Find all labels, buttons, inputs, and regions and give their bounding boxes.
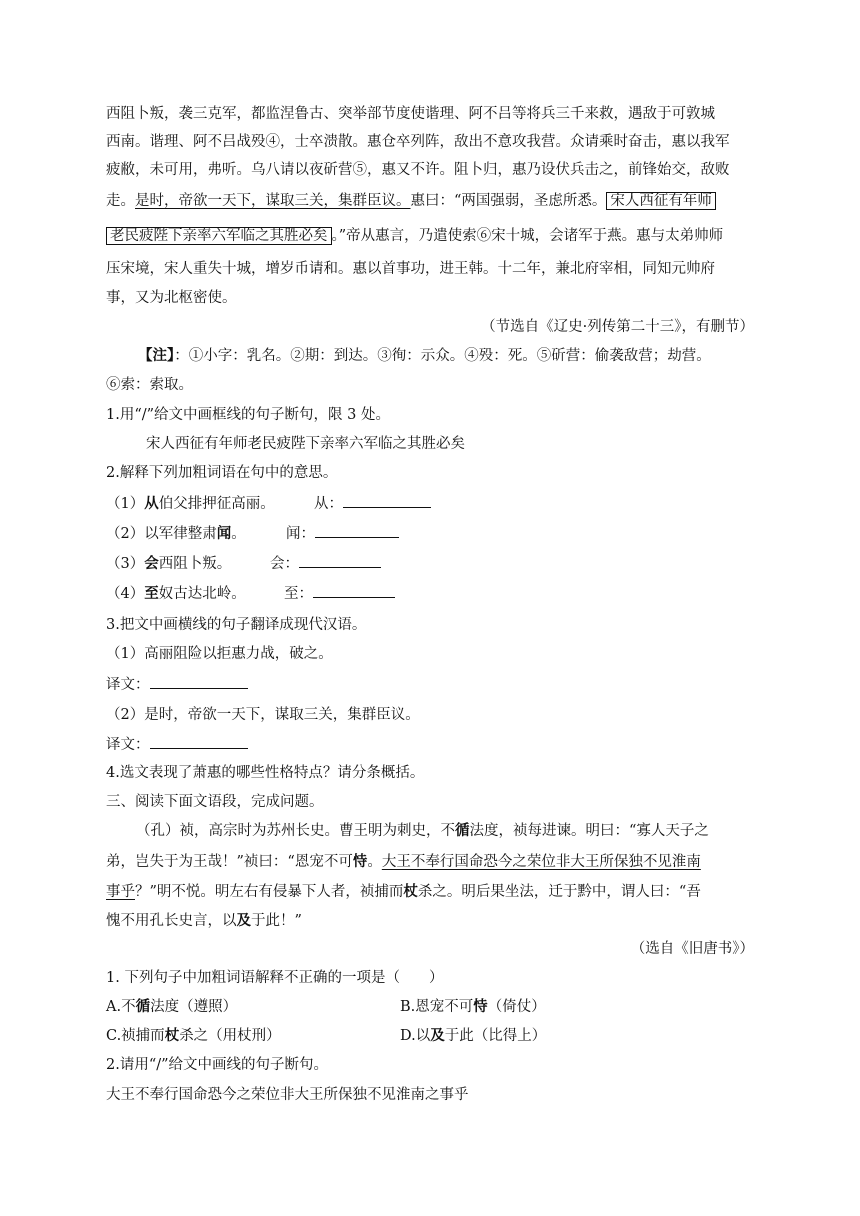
q3-translation-1-blank[interactable]	[150, 674, 248, 689]
passage1-line-3: 疲敝，未可用，弗听。乌八请以夜斫营⑤，惠又不许。阻卜归，惠乃设伏兵击之，前锋始交，敌败	[106, 162, 730, 178]
q2-item-3-blank[interactable]	[299, 553, 381, 568]
s3q1-d-post: 于此（比得上）	[444, 1028, 547, 1044]
s3q1-d-bold: 及	[430, 1027, 445, 1044]
q2-item-3-label: 会：	[270, 556, 299, 572]
s3q1-option-c[interactable]	[106, 1028, 281, 1044]
s3q1-c-bold: 杖	[164, 1027, 180, 1044]
section3-p4a: 愧不用孔长史言，以	[106, 913, 237, 929]
s3q1-option-a[interactable]	[106, 999, 237, 1015]
section3-bold-ji: 及	[236, 912, 251, 929]
section3-underlined-part-2: 事乎	[106, 884, 135, 900]
q3-trans-label-2: 译文：	[106, 737, 150, 753]
q2-item-1-blank[interactable]	[343, 493, 431, 508]
s3q2-sentence: 大王不奉行国命恐今之荣位非大王所保独不见淮南之事乎	[106, 1087, 469, 1103]
q2-item-4-bold: 至	[144, 585, 159, 602]
q2-item-1-label: 从：	[314, 496, 343, 512]
passage1-source: （节选自《辽史·列传第二十三》，有删节）	[481, 319, 754, 335]
notes-line-2: ⑥索：索取。	[106, 377, 193, 393]
section3-para-line-4	[106, 910, 754, 932]
q2-item-2-text: 。	[231, 526, 246, 542]
section3-p1a: （孔）祯，高宗时为苏州长史。曹王明为刺史，不	[136, 823, 455, 839]
passage1-line-7: 事，又为北枢密使。	[106, 290, 237, 306]
passage1-line4-start: 走。	[106, 193, 135, 209]
section3-p2a: 弟，岂失于为王哉！”祯曰：“恩宠不可	[106, 854, 353, 870]
section3-heading: 三、阅读下面文语段，完成问题。	[106, 794, 324, 810]
s3q1-option-b[interactable]	[400, 996, 546, 1018]
section3-p2b: 。	[367, 854, 382, 870]
section3-bold-shi: 恃	[352, 853, 368, 870]
passage1-line-1: 西阻卜叛，袭三克军，都监涅鲁古、突举部节度使谐理、阿不吕等将兵三千来救，遇敌于可敦城	[106, 106, 715, 122]
q3-translation-2-blank[interactable]	[150, 734, 248, 749]
q2-item-2-num: （2）	[106, 526, 145, 542]
q2-item-2-answer	[286, 523, 399, 545]
s3q1-a-pre: A.不	[106, 999, 136, 1015]
q3-translation-2	[106, 734, 754, 756]
q2-item-4-text: 奴古达北岭。	[158, 586, 246, 602]
q2-prompt: 2.解释下列加粗词语在句中的意思。	[106, 465, 338, 481]
q3-sentence-2: （2）是时，帝欲一天下，谋取三关，集群臣议。	[106, 707, 420, 723]
passage1-line-5	[106, 225, 754, 247]
s3q1-options-row-2	[106, 1025, 754, 1047]
q2-item-1-answer	[314, 493, 431, 515]
q2-item-4-blank[interactable]	[313, 583, 395, 598]
q2-item-1-text: 伯父排押征高丽。	[158, 496, 275, 512]
underlined-sentence-2: 是时，帝欲一天下，谋取三关，集群臣议。	[135, 193, 411, 209]
s3q1-b-bold: 恃	[473, 998, 488, 1015]
notes-line-1	[138, 345, 754, 367]
section3-p1b: 法度，祯每进谏。明曰：“寡人天子之	[469, 823, 709, 839]
q2-item-3-answer	[270, 553, 381, 575]
passage1-line-6: 压宋境，宋人重失十城，增岁币请和。惠以首事功，进王韩。十二年，兼北府宰相，同知元帅府	[106, 261, 715, 277]
q2-item-1-bold: 从	[144, 495, 159, 512]
q2-item-1-num: （1）	[106, 496, 145, 512]
section3-para-line-2	[106, 851, 754, 873]
q2-item-3-text: 西阻卜叛。	[158, 556, 232, 572]
q4-prompt: 4.选文表现了萧惠的哪些性格特点？请分条概括。	[106, 765, 425, 781]
s3q2-prompt: 2.请用“/”给文中画线的句子断句。	[106, 1057, 329, 1073]
section3-underlined-part-1: 大王不奉行国命恐今之荣位非大王所保独不见淮南	[381, 854, 701, 870]
boxed-sentence-part-2: 老民疲陛下亲率六军临之其胜必矣	[106, 227, 332, 245]
q3-prompt: 3.把文中画横线的句子翻译成现代汉语。	[106, 617, 367, 633]
q2-item-4-num: （4）	[106, 586, 145, 602]
section3-p4b: 于此！”	[251, 913, 302, 929]
q1-prompt: 1.用“/”给文中画框线的句子断句，限 3 处。	[106, 407, 390, 423]
q2-item-4	[106, 583, 754, 605]
q1-sentence: 宋人西征有年师老民疲陛下亲率六军临之其胜必矣	[146, 436, 465, 452]
section3-para-line-1	[136, 820, 754, 842]
s3q1-d-pre: D.以	[400, 1028, 431, 1044]
s3q1-options-row-1	[106, 996, 754, 1018]
notes-tag: 【注】	[138, 347, 175, 364]
s3q1-b-pre: B.恩宠不可	[400, 999, 474, 1015]
section3-bold-xun: 循	[455, 822, 470, 839]
s3q1-c-pre: C.祯捕而	[106, 1028, 165, 1044]
q2-item-1	[106, 493, 754, 515]
s3q1-a-bold: 循	[135, 998, 151, 1015]
q2-item-2-label: 闻：	[286, 526, 315, 542]
s3q1-c-post: 杀之（用杖刑）	[179, 1028, 281, 1044]
passage1-line4-mid: 惠曰：“两国强弱，圣虑所悉。	[410, 193, 607, 209]
q2-item-2-bold: 闻	[216, 525, 232, 542]
s3q1-prompt: 1. 下列句子中加粗词语解释不正确的一项是（ ）	[106, 970, 444, 986]
section3-p3b: 杀之。明后果坐法，迁于黔中，谓人曰：“吾	[417, 884, 701, 900]
section3-source: （选自《旧唐书》）	[630, 941, 754, 957]
q2-item-2-pre: 以军律整肃	[144, 526, 217, 542]
q2-item-2-blank[interactable]	[315, 523, 399, 538]
q2-item-4-answer	[284, 583, 395, 605]
passage1-line-4	[106, 190, 754, 212]
passage1-line-2: 西南。谐理、阿不吕战殁④，士卒溃散。惠仓卒列阵，敌出不意攻我营。众请乘时奋击，惠以我军	[106, 134, 730, 150]
s3q1-option-d[interactable]	[400, 1025, 546, 1047]
q2-item-4-label: 至：	[284, 586, 313, 602]
q3-translation-1	[106, 674, 754, 696]
boxed-sentence-part-1: 宋人西征有年师	[606, 192, 716, 210]
q3-trans-label-1: 译文：	[106, 677, 150, 693]
s3q1-b-post: （倚仗）	[487, 999, 546, 1015]
section3-p3a: ？”明不悦。明左右有侵暴下人者，祯捕而	[135, 884, 404, 900]
passage1-line5-rest: 。”帝从惠言，乃遣使索⑥宋十城，会诸军于燕。惠与太弟帅师	[331, 228, 724, 244]
q2-item-3	[106, 553, 754, 575]
section3-bold-zhang: 杖	[403, 883, 418, 900]
q2-item-3-num: （3）	[106, 556, 145, 572]
section3-para-line-3	[106, 881, 754, 903]
q2-item-3-bold: 会	[144, 555, 159, 572]
s3q1-a-post: 法度（遵照）	[150, 999, 238, 1015]
q2-item-2	[106, 523, 754, 545]
q3-sentence-1: （1）高丽阻险以拒惠力战，破之。	[106, 646, 333, 662]
notes-text-1: ：①小字：乳名。②期：到达。③徇：示众。④殁：死。⑤斫营：偷袭敌营；劫营。	[174, 348, 711, 364]
